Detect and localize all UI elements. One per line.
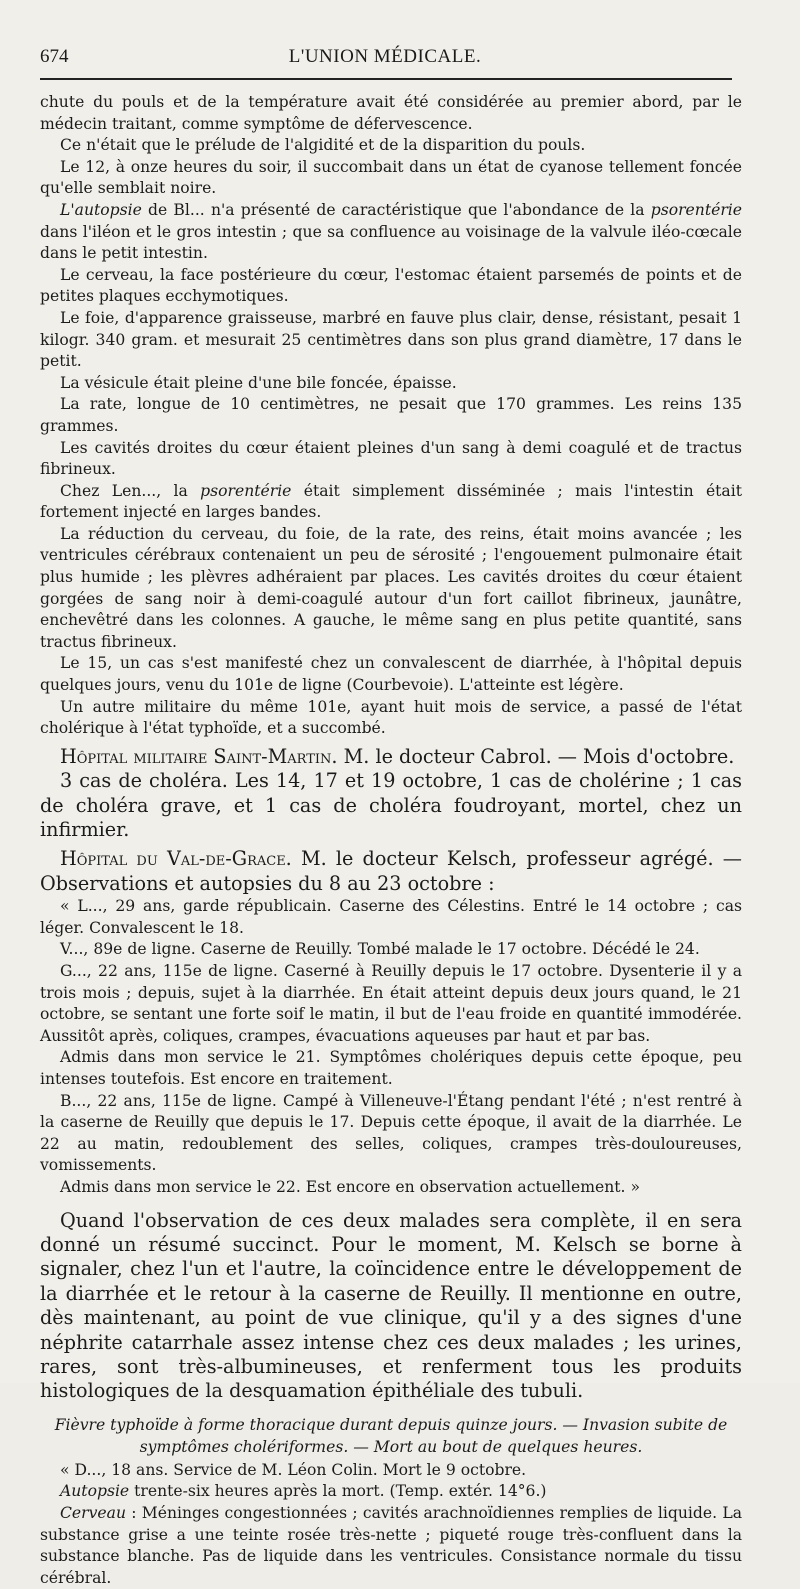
paragraph: B..., 22 ans, 115e de ligne. Campé à Villeneuve-l'Étang pendant l'été ; n'est rentré à la caserne de Reuilly que depuis le 17. Depuis cette époque, il avait de la diarrhée. Le 22 au matin, redoublement des selles, coliques, crampes très-douloureuses, vomissements.: [40, 1091, 742, 1175]
paragraph: Admis dans mon service le 21. Symptômes cholériques depuis cette époque, peu intenses toutefois. Est encore en traitement.: [40, 1048, 742, 1088]
italic-lead: Autopsie: [60, 1482, 130, 1501]
paragraph: « L..., 29 ans, garde républicain. Caserne des Célestins. Entré le 14 octobre ; cas léger. Convalescent le 18.: [40, 897, 742, 937]
paragraph-autopsy-d: Autopsie trente-six heures après la mort. (Temp. extér. 14°6.): [60, 1482, 547, 1501]
hospital-name: Hôpital militaire Saint-Martin.: [60, 744, 338, 768]
paragraph: Le 12, à onze heures du soir, il succombait dans un état de cyanose tellement foncée qu'elle semblait noire.: [40, 157, 742, 198]
paragraph: Un autre militaire du même 101e, ayant huit mois de service, a passé de l'état cholérique à l'état typhoïde, et a succombé.: [40, 697, 742, 738]
italic-term: psorentérie: [200, 481, 292, 500]
paragraph: Ce n'était que le prélude de l'algidité et de la disparition du pouls.: [60, 136, 586, 155]
paragraph: Le cerveau, la face postérieure du cœur, l'estomac étaient parsemés de points et de petites plaques ecchymotiques.: [40, 265, 742, 306]
paragraph: Admis dans mon service le 22. Est encore en observation actuellement. »: [60, 1177, 640, 1196]
section-val-de-grace: Hôpital du Val-de-Grace. M. le docteur Kelsch, professeur agrégé. — Observations et autopsies du 8 au 23 octobre :: [40, 847, 742, 895]
paragraph: G..., 22 ans, 115e de ligne. Caserné à Reuilly depuis le 17 octobre. Dysenterie il y a trois mois ; depuis, sujet à la diarrhée. En était atteint depuis deux jours quand, le 21 octobre, se sentant une forte soif le matin, il but de l'eau froide en quantité immodérée. Aussitôt après, coliques, crampes, évacuations aqueuses par haut et par bas.: [40, 962, 742, 1045]
page-number: 674: [40, 46, 69, 67]
paragraph-len: Chez Len..., la psorentérie était simplement disséminée ; mais l'intestin était fortement injecté en larges bandes.: [40, 481, 742, 522]
paragraph-cerveau: Cerveau : Méninges congestionnées ; cavités arachnoïdiennes remplies de liquide. La substance grise a une teinte rosée très-nette ; piqueté rouge très-confluent dans la substance blanche. Pas de liquide dans les ventricules. Consistance normale du tissu cérébral.: [40, 1504, 742, 1587]
paragraph-autopsy-bl: L'autopsie de Bl... n'a présenté de caractéristique que l'abondance de la psorentérie dans l'iléon et le gros intestin ; que sa confluence au voisinage de la valvule iléo-cœcale dans le petit intestin.: [40, 200, 742, 263]
italic-lead: Cerveau: [60, 1504, 126, 1522]
paragraph: La rate, longue de 10 centimètres, ne pesait que 170 grammes. Les reins 135 grammes.: [40, 395, 742, 435]
paragraph: Le 15, un cas s'est manifesté chez un convalescent de diarrhée, à l'hôpital depuis quelques jours, venu du 101e de ligne (Courbevoie). L'atteinte est légère.: [40, 654, 742, 695]
case-heading: Fièvre typhoïde à forme thoracique durant depuis quinze jours. — Invasion subite de symptômes cholériformes. — Mort au bout de quelques heures.: [54, 1415, 728, 1456]
hospital-name: Hôpital du Val-de-Grace.: [60, 847, 292, 871]
header-rule: [40, 78, 732, 80]
journal-title: L'UNION MÉDICALE.: [288, 46, 482, 67]
paragraph: Les cavités droites du cœur étaient pleines d'un sang à demi coagulé et de tractus fibrineux.: [40, 438, 742, 479]
paragraph: « D..., 18 ans. Service de M. Léon Colin. Mort le 9 octobre.: [60, 1460, 527, 1479]
section-saint-martin: Hôpital militaire Saint-Martin. M. le docteur Cabrol. — Mois d'octobre.: [60, 744, 735, 768]
article-body: [40, 92, 742, 1589]
paragraph: La réduction du cerveau, du foie, de la rate, des reins, était moins avancée ; les ventricules cérébraux contenaient un peu de sérosité ; l'engouement pulmonaire était plus humide ; les plèvres adhéraient par places. Les cavités droites du cœur étaient gorgées de sang noir à demi-coagulé autour d'un fort caillot fibrineux, jaunâtre, enchevêtré dans les colonnes. A gauche, le même sang en plus petite quantité, sans tractus fibrineux.: [40, 524, 742, 651]
paragraph: V..., 89e de ligne. Caserne de Reuilly. Tombé malade le 17 octobre. Décédé le 24.: [60, 940, 700, 959]
italic-term: psorentérie: [650, 200, 742, 219]
paragraph: Le foie, d'apparence graisseuse, marbré en fauve plus clair, dense, résistant, pesait 1 kilogr. 340 gram. et mesurait 25 centimètres dans son plus grand diamètre, 17 dans le petit.: [40, 308, 742, 371]
paragraph: chute du pouls et de la température avait été considérée au premier abord, par le médecin traitant, comme symptôme de défervescence.: [40, 93, 742, 133]
paragraph: 3 cas de choléra. Les 14, 17 et 19 octobre, 1 cas de cholérine ; 1 cas de choléra grave, et 1 cas de choléra foudroyant, mortel, chez un infirmier.: [40, 769, 742, 842]
paragraph: La vésicule était pleine d'une bile foncée, épaisse.: [60, 373, 457, 392]
paragraph-summary: Quand l'observation de ces deux malades sera complète, il en sera donné un résumé succinct. Pour le moment, M. Kelsch se borne à signaler, chez l'un et l'autre, la coïncidence entre le développement de la diarrhée et le retour à la caserne de Reuilly. Il mentionne en outre, dès maintenant, au point de vue clinique, qu'il y a des signes d'une néphrite catarrhale assez intense chez ces deux malades ; les urines, rares, sont très-albumineuses, et renferment tous les produits histologiques de la desquamation épithéliale des tubuli.: [40, 1208, 742, 1403]
italic-lead: L'autopsie: [60, 200, 142, 219]
running-header: [40, 46, 730, 76]
